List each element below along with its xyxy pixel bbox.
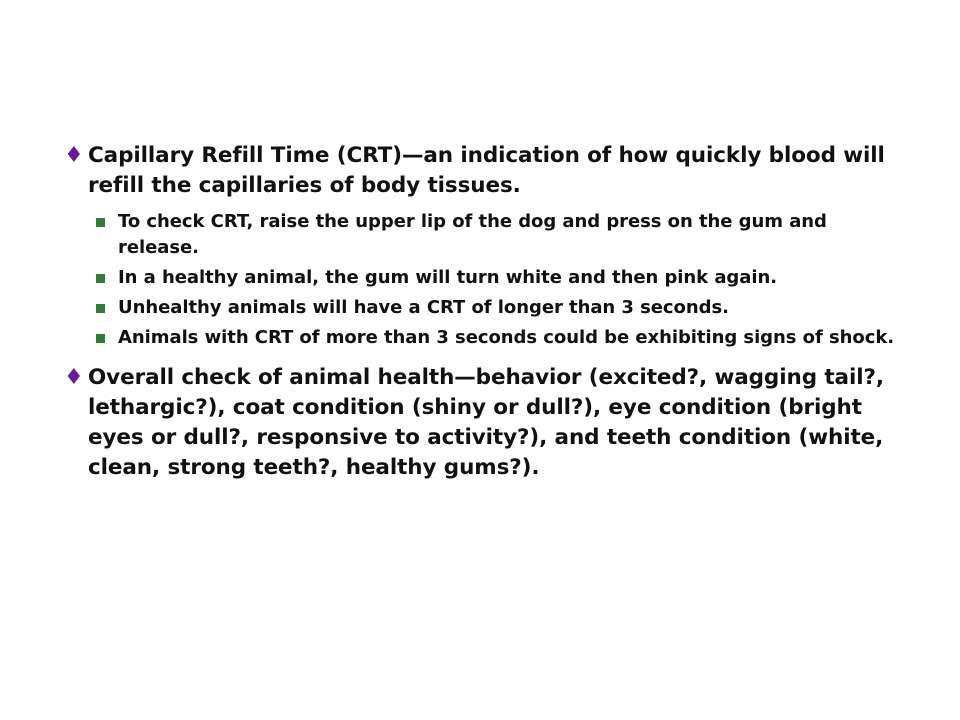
main-bullet-item-crt [64, 141, 914, 201]
square-icon [94, 209, 118, 235]
sub-bullet-item [94, 325, 914, 351]
sub-bullet-item [94, 295, 914, 321]
sub-bullet-text: Unhealthy animals will have a CRT of longer than 3 seconds. [118, 297, 729, 318]
main-bullet-text: Overall check of animal health—behavior (excited?, wagging tail?, lethargic?), coat condition (shiny or dull?), eye condition (bright eyes or dull?, responsive to activity?), and teeth condition (white, clean, strong teeth?, healthy gums?). [88, 365, 884, 480]
diamond-icon: ♦ [64, 143, 84, 168]
sub-bullet-list [94, 209, 914, 351]
slide-content [64, 141, 914, 491]
sub-bullet-item [94, 209, 914, 261]
sub-bullet-text: To check CRT, raise the upper lip of the dog and press on the gum and release. [118, 211, 827, 258]
sub-bullet-item [94, 265, 914, 291]
sub-bullet-text: In a healthy animal, the gum will turn white and then pink again. [118, 267, 778, 288]
square-icon [94, 265, 118, 291]
square-icon [94, 295, 118, 321]
square-icon [94, 325, 118, 351]
main-bullet-item-overall-health [64, 363, 914, 483]
sub-bullet-text: Animals with CRT of more than 3 seconds could be exhibiting signs of shock. [118, 327, 895, 348]
main-bullet-text: Capillary Refill Time (CRT)—an indication of how quickly blood will refill the capillaries of body tissues. [88, 143, 885, 198]
diamond-icon: ♦ [64, 365, 84, 390]
